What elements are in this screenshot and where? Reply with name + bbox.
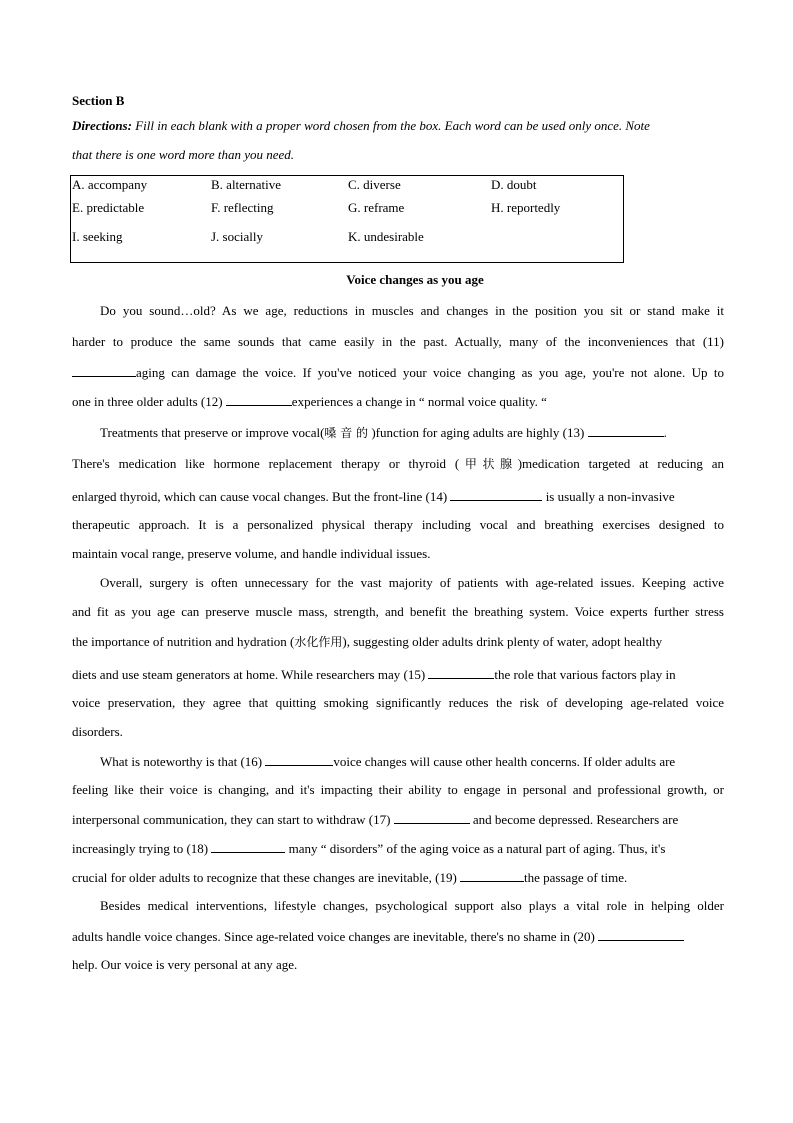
passage-line: voice preservation, they agree that quitting smoking significantly reduces the risk of developing age-related voice [72, 695, 724, 710]
answer-blank-13[interactable] [588, 424, 664, 437]
passage-line: There's medication like hormone replacement therapy or thyroid (甲状腺)medication targeted at reducing an [72, 456, 724, 471]
passage-line: Do you sound…old? As we age, reductions in muscles and changes in the position you sit or stand make it [100, 303, 724, 318]
passage-line: disorders. [72, 724, 123, 739]
word-option: H. reportedly [491, 200, 561, 215]
passage-line: Treatments that preserve or improve vocal(嗓 音 的 )function for aging adults are highly (13) . [100, 425, 667, 440]
answer-blank-17[interactable] [394, 811, 470, 824]
section-title: Section B [72, 93, 125, 108]
passage-line: aging can damage the voice. If you've noticed your voice changing as you age, you're not alone. Up to [72, 364, 724, 381]
passage-line: Overall, surgery is often unnecessary for the vast majority of patients with age-related issues. Keeping active [100, 575, 724, 590]
answer-blank-14[interactable] [450, 488, 542, 501]
passage-line: help. Our voice is very personal at any age. [72, 957, 298, 972]
passage-line: What is noteworthy is that (16) voice changes will cause other health concerns. If older adults are [100, 754, 676, 769]
passage-line: the importance of nutrition and hydration (水化作用), suggesting older adults drink plenty of water, adopt healthy [72, 634, 663, 649]
passage-line: crucial for older adults to recognize that these changes are inevitable, (19) the passage of time. [72, 870, 628, 885]
answer-blank-11[interactable] [72, 364, 136, 377]
passage-line: harder to produce the same sounds that came easily in the past. Actually, many of the inconveniences that (11) [72, 334, 724, 349]
answer-blank-18[interactable] [211, 840, 285, 853]
answer-blank-12[interactable] [226, 393, 292, 406]
directions-line-1: Directions: Fill in each blank with a proper word chosen from the box. Each word can be used only once. Note [72, 118, 650, 133]
chinese-gloss: 甲状腺 [459, 457, 518, 471]
passage-line: one in three older adults (12) experiences a change in “ normal voice quality. “ [72, 394, 547, 409]
answer-blank-19[interactable] [460, 869, 524, 882]
word-option: D. doubt [491, 177, 537, 192]
answer-blank-20[interactable] [598, 928, 684, 941]
word-option: B. alternative [211, 177, 282, 192]
passage-line: therapeutic approach. It is a personalized physical therapy including vocal and breathing exercises designed to [72, 517, 724, 532]
word-option: C. diverse [348, 177, 401, 192]
directions-label: Directions: [72, 118, 132, 133]
passage-line: increasingly trying to (18) many “ disorders” of the aging voice as a natural part of aging. Thus, it's [72, 841, 666, 856]
directions-line-2: that there is one word more than you need. [72, 147, 295, 162]
word-option: K. undesirable [348, 229, 424, 244]
passage-line: and fit as you age can preserve muscle mass, strength, and benefit the breathing system. Voice experts further stress [72, 604, 724, 619]
passage-line: interpersonal communication, they can start to withdraw (17) and become depressed. Researchers are [72, 812, 679, 827]
passage-line: feeling like their voice is changing, and it's impacting their ability to engage in personal and professional growth, or [72, 782, 724, 797]
word-option: F. reflecting [211, 200, 274, 215]
passage-line: maintain vocal range, preserve volume, and handle individual issues. [72, 546, 431, 561]
answer-blank-15[interactable] [428, 666, 494, 679]
word-option: E. predictable [72, 200, 145, 215]
passage-line: adults handle voice changes. Since age-related voice changes are inevitable, there's no shame in (20) [72, 928, 724, 945]
chinese-gloss: 嗓 音 的 [324, 426, 369, 440]
passage-line: Besides medical interventions, lifestyle changes, psychological support also plays a vital role in helping older [100, 898, 724, 913]
word-option: G. reframe [348, 200, 405, 215]
word-option: I. seeking [72, 229, 123, 244]
word-box [70, 175, 624, 263]
passage-line: diets and use steam generators at home. While researchers may (15) the role that various factors play in [72, 667, 676, 682]
passage-title: Voice changes as you age [346, 272, 484, 287]
passage-line: enlarged thyroid, which can cause vocal changes. But the front-line (14) is usually a non-invasive [72, 489, 675, 504]
word-option: J. socially [211, 229, 263, 244]
chinese-gloss: 水化作用 [294, 635, 343, 649]
word-option: A. accompany [72, 177, 148, 192]
answer-blank-16[interactable] [265, 753, 333, 766]
